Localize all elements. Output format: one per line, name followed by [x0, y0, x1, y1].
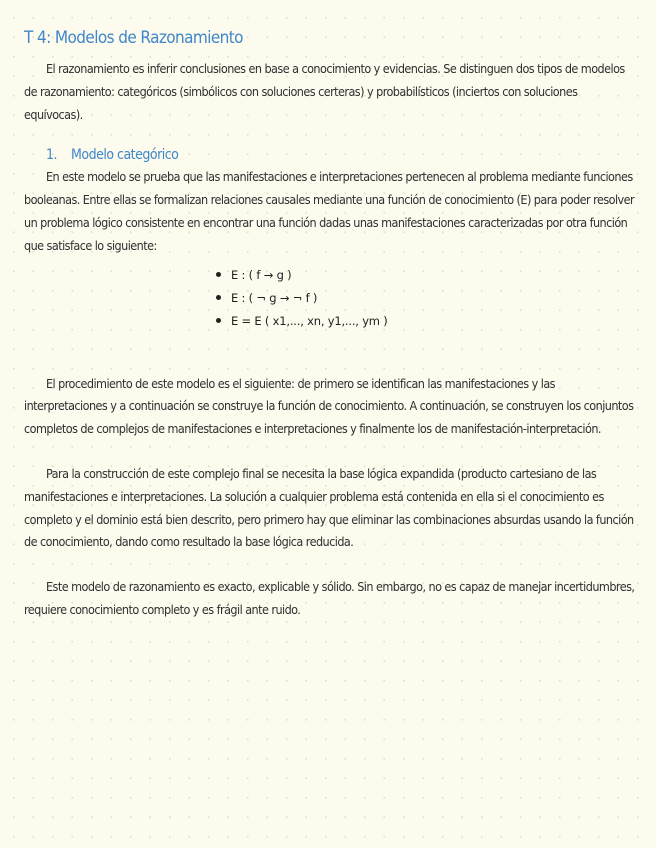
section-heading [46, 144, 638, 166]
formula-text: E = E ( x1,..., xn, y1,..., ym ) [231, 313, 388, 328]
formula-text: E : ( f → g ) [231, 267, 292, 282]
page-title: T 4: Modelos de Razonamiento [24, 28, 243, 48]
bullet-icon [216, 295, 221, 300]
formula-text: E : ( ¬ g → ¬ f ) [231, 290, 318, 305]
section-number: 1. [46, 147, 58, 164]
bullet-icon [216, 318, 221, 323]
section-paragraph-4: Este modelo de razonamiento es exacto, explicable y sólido. Sin embargo, no es capaz de manejar incertidumbres, requiere conocimiento completo y es frágil ante ruido. [24, 579, 635, 617]
section-paragraph-1: En este modelo se prueba que las manifestaciones e interpretaciones pertenecen al problema mediante funciones booleanas. Entre ellas se formalizan relaciones causales mediante una función de conocimiento (E) para poder resolver un problema lógico consistente en encontrar una función dadas unas manifestaciones caracterizadas por otra función que satisface lo siguiente: [24, 169, 635, 253]
section-paragraph-2: El procedimiento de este modelo es el siguiente: de primero se identifican las manifestaciones y las interpretaciones y a continuación se construye la función de conocimiento. A continuación, se construyen los conjuntos completos de complejos de manifestaciones e interpretaciones y finalmente los de manifestación-interpretación. [24, 375, 634, 437]
bullet-icon [216, 272, 221, 277]
intro-paragraph: El razonamiento es inferir conclusiones en base a conocimiento y evidencias. Se distinguen dos tipos de modelos de razonamiento: categóricos (simbólicos con soluciones certeras) y probabilísticos (inciertos con soluciones equívocas). [24, 61, 625, 122]
formula-item [216, 287, 638, 310]
formula-item [216, 310, 638, 333]
section-title: Modelo categórico [71, 147, 179, 164]
formula-item [216, 264, 638, 287]
section-paragraph-3: Para la construcción de este complejo final se necesita la base lógica expandida (producto cartesiano de las manifestaciones e interpretaciones. La solución a cualquier problema está contenida en ella si el conocimiento es completo y el dominio está bien descrito, pero primero hay que eliminar las combinaciones absurdas usando la función de conocimiento, dando como resultado la base lógica reducida. [24, 465, 634, 550]
note-page [24, 26, 638, 622]
formula-list [24, 264, 638, 333]
